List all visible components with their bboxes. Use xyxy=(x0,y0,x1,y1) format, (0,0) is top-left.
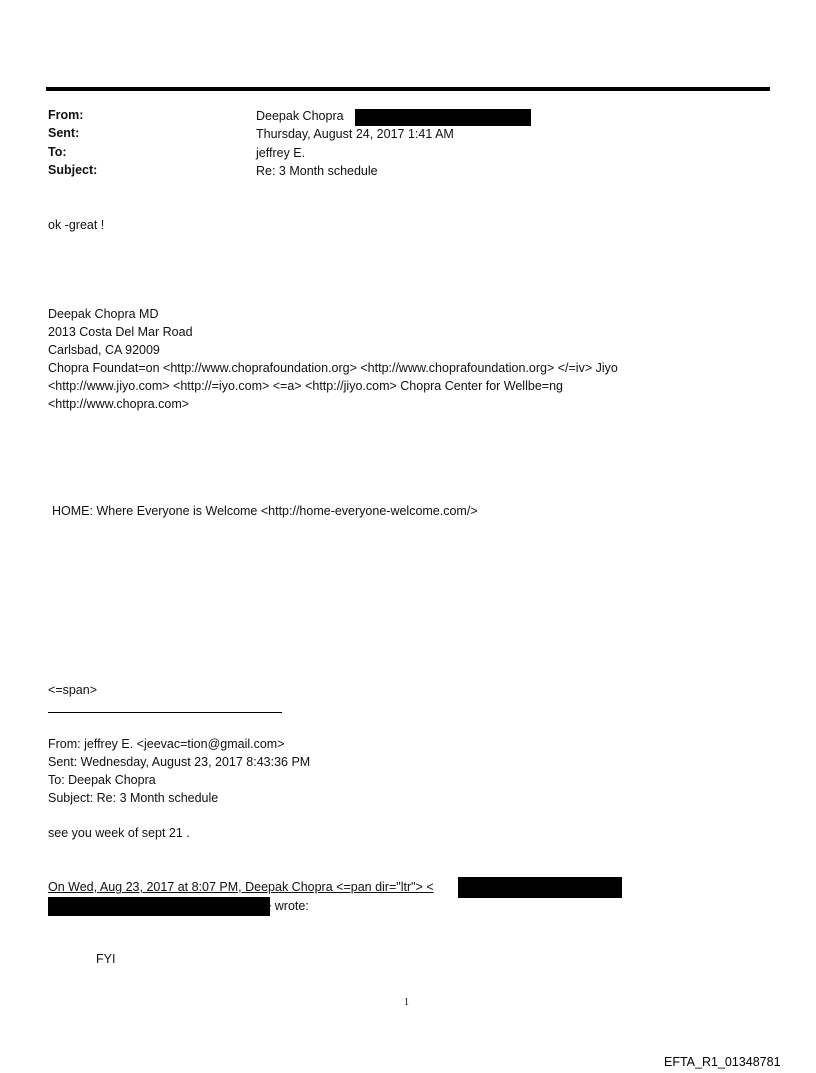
quoted-message: see you week of sept 21 . xyxy=(48,826,190,840)
redaction-box xyxy=(48,897,270,916)
redaction-box xyxy=(355,109,531,126)
reply-text: ok -great ! xyxy=(48,218,105,232)
page-number: 1 xyxy=(404,997,409,1008)
to-label: To: xyxy=(48,145,67,159)
signature-line: <http://www.chopra.com> xyxy=(48,397,190,411)
quoted-to: To: Deepak Chopra xyxy=(48,773,156,787)
document-id: EFTA_R1_01348781 xyxy=(664,1055,781,1069)
signature-line: Chopra Foundat=on <http://www.choprafoundation.org> <http://www.choprafoundation.org> </=iv> Jiyo xyxy=(48,361,618,375)
quoted-from: From: jeffrey E. <jeevac=tion@gmail.com> xyxy=(48,737,285,751)
quoted-sent: Sent: Wednesday, August 23, 2017 8:43:36 PM xyxy=(48,755,311,769)
quote-separator xyxy=(48,712,282,713)
to-value: jeffrey E. xyxy=(256,146,306,160)
signature-line: <http://www.jiyo.com> <http://=iyo.com> <=a> <http://jiyo.com> Chopra Center for Wellbe=ng xyxy=(48,379,563,393)
signature-line: 2013 Costa Del Mar Road xyxy=(48,325,193,339)
from-label: From: xyxy=(48,108,84,122)
header-rule xyxy=(46,87,770,91)
signature-line: Deepak Chopra MD xyxy=(48,307,159,321)
from-value: Deepak Chopra xyxy=(256,109,344,123)
span-tag-text: <=span> xyxy=(48,683,98,697)
subject-value: Re: 3 Month schedule xyxy=(256,164,378,178)
sent-label: Sent: xyxy=(48,126,80,140)
redaction-box xyxy=(458,877,622,898)
signature-line: Carlsbad, CA 92009 xyxy=(48,343,160,357)
subject-label: Subject: xyxy=(48,163,98,177)
wrote-text: > wrote: xyxy=(264,899,309,913)
sent-value: Thursday, August 24, 2017 1:41 AM xyxy=(256,127,454,141)
fyi-text: FYI xyxy=(96,952,116,966)
quoted-subject: Subject: Re: 3 Month schedule xyxy=(48,791,219,805)
home-line: HOME: Where Everyone is Welcome <http://home-everyone-welcome.com/> xyxy=(52,504,478,518)
on-wrote-line: On Wed, Aug 23, 2017 at 8:07 PM, Deepak Chopra <=pan dir="ltr"> < xyxy=(48,880,434,894)
